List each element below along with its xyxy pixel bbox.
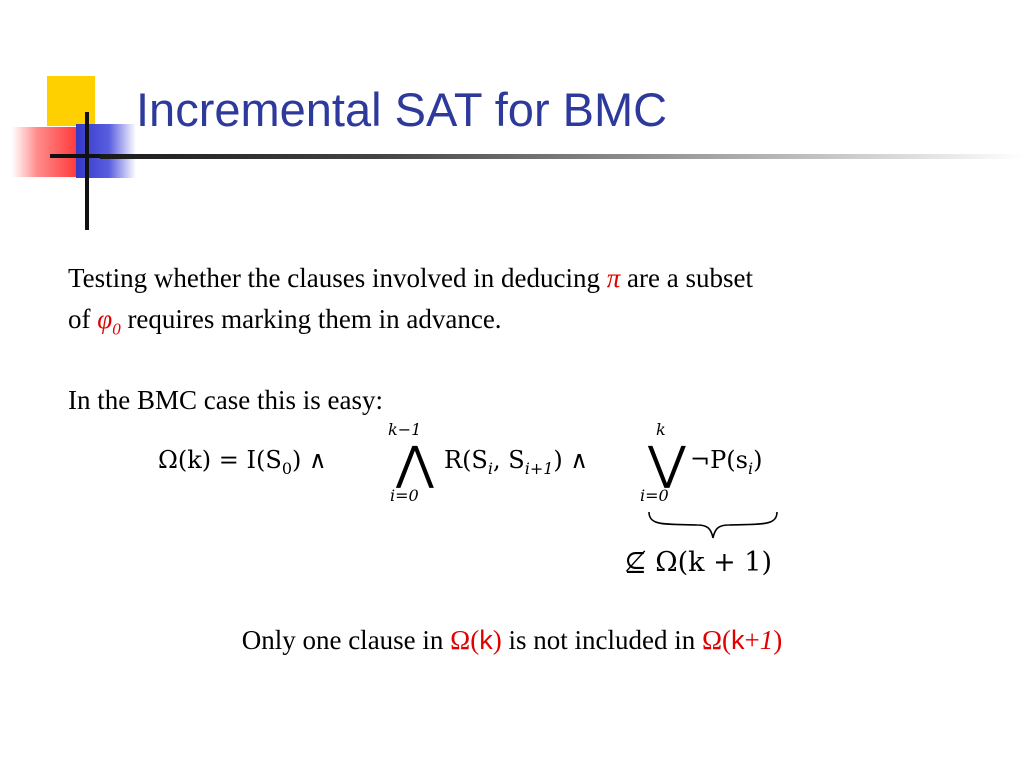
logo-vertical-line (85, 112, 89, 230)
or-upper-limit: k (656, 420, 666, 439)
logo-red-gradient (12, 127, 84, 177)
decorative-corner-logo (0, 0, 140, 235)
para1-line2-pre: of (68, 304, 98, 334)
big-and-symbol: ⋀ (396, 436, 434, 490)
formula-r-term: $R(S_i$, $S_{i+1}$) ∧ (444, 446, 588, 478)
omega-k-plus-1: Ω(k+1) (701, 625, 783, 655)
para1-line1-post: are a subset (620, 263, 753, 293)
bottom-statement: Only one clause in Ω(k) is not included in Ω(k+1) (241, 625, 783, 655)
omega-k: Ω(k) (450, 625, 502, 655)
pi-symbol: π (606, 263, 621, 293)
and-upper-limit: k−1 (388, 420, 422, 439)
phi-subscript: 0 (112, 319, 121, 339)
slide-title: Incremental SAT for BMC (136, 83, 668, 136)
formula-lhs: $\Omega(k) = I(S_0)$ ∧ (158, 446, 327, 478)
phi-symbol: φ (97, 304, 113, 334)
formula-neg-term: $\neg P(s_i)$ (690, 446, 763, 478)
not-subset-expression: ⊈ Ω(k + 1) (624, 547, 772, 578)
title-underline (100, 154, 1024, 159)
para1-line1-pre: Testing whether the clauses involved in deducing (68, 263, 607, 293)
underbrace (645, 508, 785, 542)
para1-line2-post: requires marking them in advance. (120, 304, 502, 334)
big-or-symbol: ⋁ (648, 436, 686, 490)
or-lower-limit: i=0 (640, 486, 669, 505)
and-lower-limit: i=0 (390, 486, 419, 505)
paragraph-bmc-easy: In the BMC case this is easy: (68, 385, 383, 415)
paragraph-testing (68, 258, 968, 349)
